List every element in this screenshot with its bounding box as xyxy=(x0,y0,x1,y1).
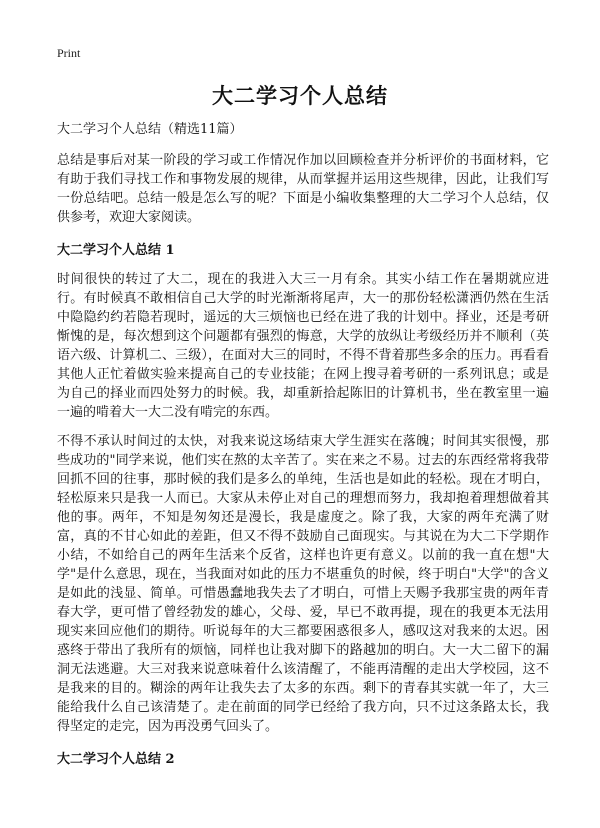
section-heading-1: 大二学习个人总结 1 xyxy=(57,243,175,258)
document-body xyxy=(57,120,549,779)
document-subtitle: 大二学习个人总结（精选11篇） xyxy=(57,122,243,137)
intro-paragraph: 总结是事后对某一阶段的学习或工作情况作加以回顾检查并分析评价的书面材料，它有助于我们寻找工作和事物发展的规律，从而掌握并运用这些规律，因此，让我们写一份总结吧。总结一般是怎么写的呢？下面是小编收集整理的大二学习个人总结，仅供参考，欢迎大家阅读。 xyxy=(57,153,549,225)
section-1-paragraph-1: 时间很快的转过了大二，现在的我进入大三一月有余。其实小结工作在暑期就应进行。有时候真不敢相信自己大学的时光渐渐将尾声，大一的那份轻松潇洒仍然在生活中隐隐约约若隐若现时，遥远的大三烦恼也已经在进了我的计划中。择业，还是考研惭愧的是，每次想到这个问题都有强烈的悔意，大学的放纵让考级经历并不顺利（英语六级、计算机二、三级），在面对大三的同时，不得不背着那些多余的压力。再看看其他人正忙着做实验来提高自己的专业技能；在网上搜寻着考研的一系列讯息；或是为自己的择业而四处努力的时候。我，却重新拾起陈旧的计算机书，坐在教室里一遍一遍的啃着大一大二没有啃完的东西。 xyxy=(57,272,549,420)
document-title: 大二学习个人总结 xyxy=(212,83,388,108)
section-heading-2: 大二学习个人总结 2 xyxy=(57,752,175,767)
section-1-paragraph-2: 不得不承认时间过的太快，对我来说这场结束大学生涯实在落魄；时间其实很慢，那些成功的"同学来说，他们实在熬的太辛苦了。实在来之不易。过去的东西经常将我带回抓不回的往事，那时候的我们是多么的单纯，生活也是如此的轻松。现在才明白，轻松原来只是我一人而已。大家从未停止对自己的理想而努力，我却抱着理想做着其他的事。两年，不知是匆匆还是漫长，我是虚度之。除了我，大家的两年充满了财富，真的不甘心如此的差距，但又不得不鼓励自己面现实。与其说在为大二下学期作小结，不如给自己的两年生活来个反省，这样也许更有意义。以前的我一直在想"大学"是什么意思，现在，当我面对如此的压力不堪重负的时候，终于明白"大学"的含义是如此的浅显、简单。可惜愚蠢地我失去了才明白，可惜上天赐予我那宝贵的两年青春大学，更可惜了曾经勃发的雄心，父母、爱，早已不敢再提，现在的我更本无法用现实来回应他们的期待。听说每年的大三都要困惑很多人，感叹这对我来的太迟。困惑终于带出了我所有的烦恼，同样也让我对脚下的路越加的明白。大一大二留下的漏洞无法逃避。大三对我来说意味着什么该清醒了，不能再清醒的走出大学校园，这不是我来的目的。糊涂的两年让我失去了太多的东西。剩下的青春其实就一年了，大三能给我什么自己该清楚了。走在前面的同学已经给了我方向，只不过这条路太长，我得坚定的走完，因为再没勇气回头了。 xyxy=(57,434,549,734)
print-link[interactable]: Print xyxy=(57,46,81,60)
